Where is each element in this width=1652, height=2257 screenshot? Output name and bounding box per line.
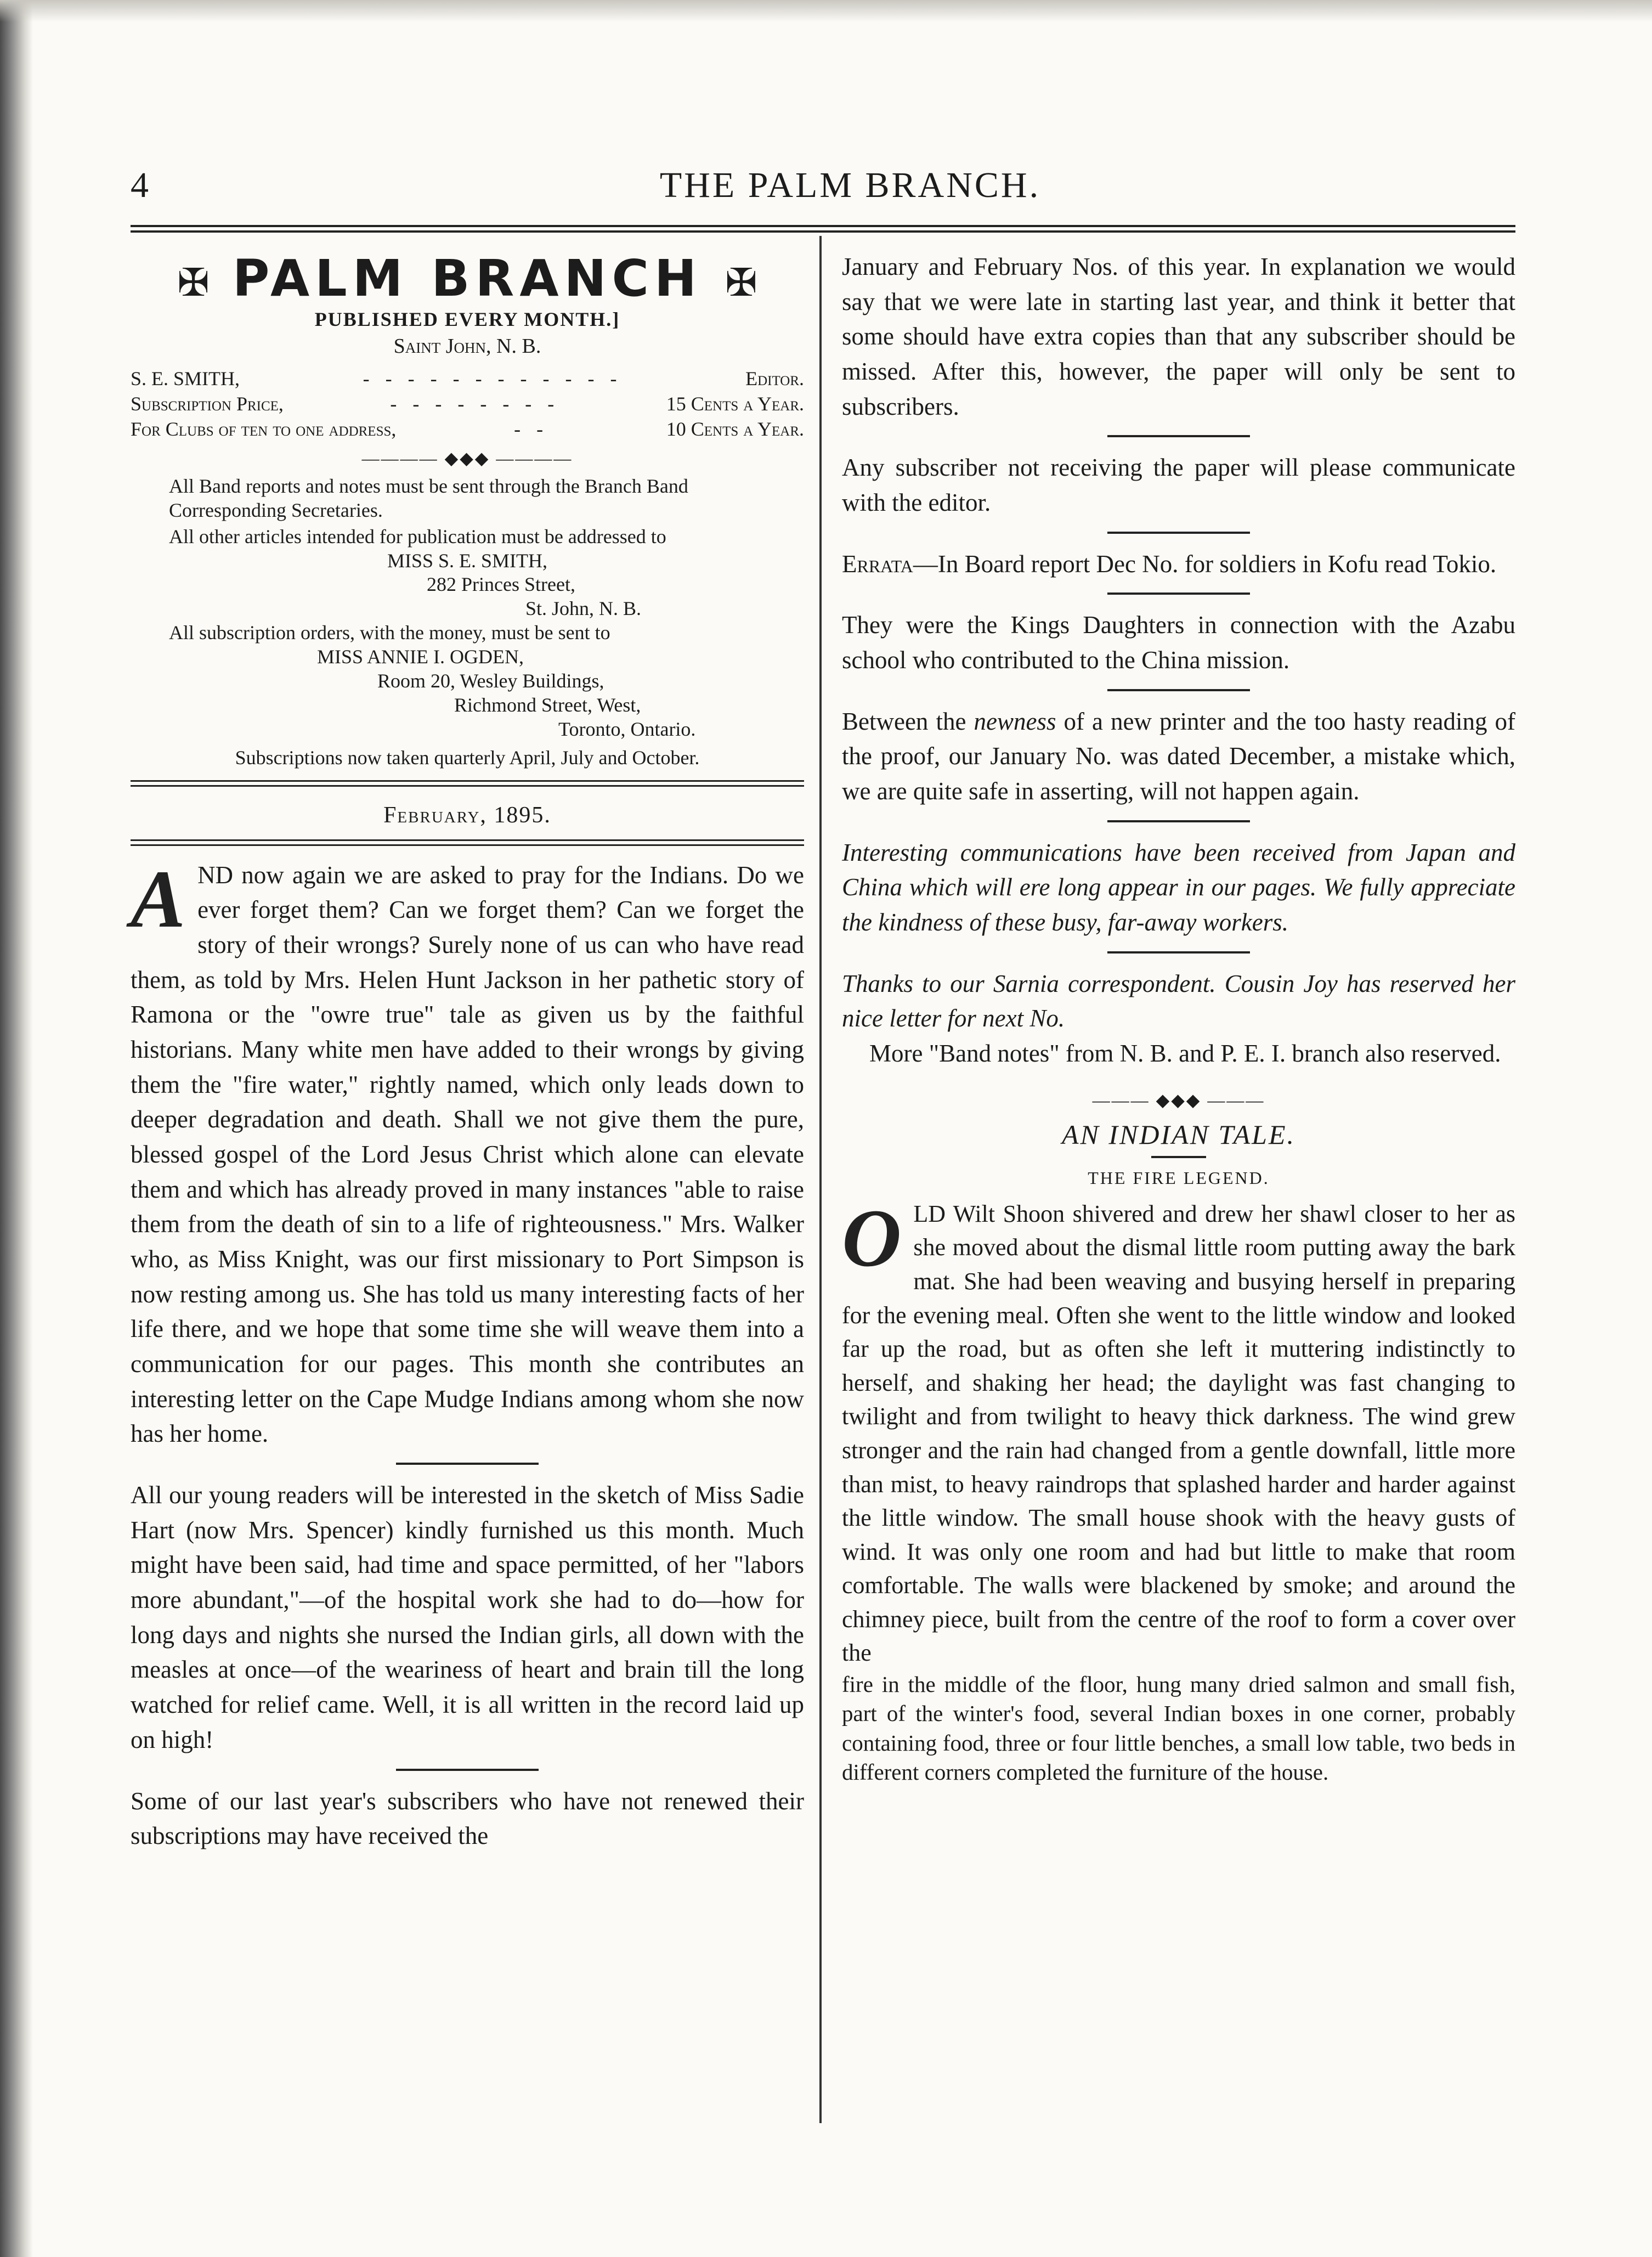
page-number: 4 bbox=[131, 165, 149, 205]
address-name: MISS ANNIE I. OGDEN, bbox=[317, 646, 524, 668]
story-text: LD Wilt Shoon shivered and drew her shawl closer to her as she moved about the dismal little room putting away the bark mat. She had been weaving and busying herself in preparing for the evening meal. Often she went to the little window and looked far up the road, but as often she left it muttering indistinctly to herself, and shaking her head; the daylight was fast changing to twilight and from twilight to heavy thick darkness. The wind grew stronger and the rain had changed from a gentle downfall, little more than mist, to heavy raindrops that splashed harder and harder against the little window. The small house shook with the heavy gusts of wind. It was only one room and had but little to make that room comfortable. The walls were blackened by smoke; and around the chimney piece, built from the centre of the roof to form a cover over the bbox=[842, 1200, 1515, 1667]
story-paragraph-continued: fire in the middle of the floor, hung many dried salmon and small fish, part of the winter's food, several Indian boxes in one corner, probably containing food, three or four little benches, a small low table, two beds in different corners completed the furniture of the house. bbox=[842, 1672, 1515, 1785]
title-rule bbox=[1151, 1156, 1206, 1158]
section-rule bbox=[131, 839, 804, 846]
sadie-hart-paragraph: All our young readers will be interested in the sketch of Miss Sadie Hart (now Mrs. Spencer) kindly furnished us this month. Much might have been said, had time and space permitted, of her "labors more abundant,"—of the hospital work she had to do—how for long days and nights she nursed the Indian girls, all down with the measles at once—of the weariness of heart and brain till the long watched for relief came. Well, it is all written in the record laid up on high! bbox=[131, 1481, 804, 1753]
article-rule bbox=[396, 1463, 539, 1465]
subscribers-paragraph: Some of our last year's subscribers who have not renewed their subscriptions may have received the bbox=[131, 1787, 804, 1850]
intro-paragraph bbox=[131, 853, 804, 1452]
issue-date: February, 1895. bbox=[383, 802, 551, 828]
clubs-label: For Clubs of ten to one address, bbox=[131, 417, 397, 440]
editor-row bbox=[131, 366, 804, 391]
subscribers-continued: January and February Nos. of this year. In explanation we would say that we were late in starting last year, and think it better that some should have extra copies than that any subscriber should be missed. After this, however, the paper will only be sent to subscribers. bbox=[842, 253, 1515, 420]
article-rule bbox=[1107, 435, 1250, 437]
note-band-reports: All Band reports and notes must be sent through the Branch Band Corresponding Secretaries. bbox=[169, 475, 688, 521]
band-notes-paragraph: More "Band notes" from N. B. and P. E. I. branch also reserved. bbox=[869, 1040, 1501, 1068]
fleuron-icon: ✠ bbox=[177, 260, 210, 305]
dot-leader: - - - - - - - - bbox=[390, 392, 560, 415]
clubs-row bbox=[131, 416, 804, 442]
note-other-articles: All other articles intended for publication must be addressed to bbox=[169, 525, 666, 548]
place-line: Saint John, N. B. bbox=[393, 334, 541, 358]
fleuron-icon: ✠ bbox=[725, 260, 757, 305]
ornamental-divider: ———— ◆◆◆ ———— bbox=[361, 448, 573, 468]
address-name: MISS S. E. SMITH, bbox=[387, 549, 548, 572]
kings-daughters-paragraph: They were the Kings Daughters in connection with the Azabu school who contributed to the China mission. bbox=[842, 611, 1515, 674]
dot-leader: - - - - - - - - - - - - bbox=[363, 367, 623, 390]
publication-notes bbox=[131, 475, 804, 770]
article-rule bbox=[1107, 532, 1250, 534]
not-receiving-paragraph: Any subscriber not receiving the paper will please communicate with the editor. bbox=[842, 454, 1515, 517]
scan-edge bbox=[0, 0, 33, 2257]
running-head: THE PALM BRANCH. bbox=[659, 165, 1041, 205]
left-column bbox=[131, 250, 804, 1854]
subscription-value: 15 Cents a Year. bbox=[666, 392, 804, 415]
article-rule bbox=[1107, 820, 1250, 822]
subscription-label: Subscription Price, bbox=[131, 392, 284, 415]
newness-word: newness bbox=[974, 707, 1056, 735]
newness-post: of a new printer and the too hasty reading of the proof, our January No. was dated December, a mistake which, we are quite safe in asserting, will not happen again. bbox=[842, 707, 1515, 805]
subscription-row bbox=[131, 391, 804, 416]
header-rule bbox=[131, 225, 1515, 233]
masthead bbox=[131, 249, 804, 308]
article-rule bbox=[1107, 593, 1250, 595]
article-rule bbox=[1107, 951, 1250, 953]
ornamental-divider: ——— ◆◆◆ ——— bbox=[1092, 1090, 1265, 1110]
story-paragraph bbox=[842, 1192, 1515, 1670]
story-title: AN INDIAN TALE. bbox=[1061, 1119, 1296, 1150]
address-city: St. John, N. B. bbox=[525, 597, 642, 620]
note-quarterly: Subscriptions now taken quarterly April, July and October. bbox=[235, 746, 700, 769]
article-rule bbox=[1107, 689, 1250, 691]
thanks-paragraph: Thanks to our Sarnia correspondent. Cousin Joy has reserved her nice letter for next No. bbox=[842, 969, 1515, 1032]
right-column bbox=[842, 250, 1515, 1787]
masthead-title: PALM BRANCH bbox=[232, 249, 703, 308]
editor-name: S. E. SMITH, bbox=[131, 367, 240, 390]
errata-text: —In Board report Dec No. for soldiers in Kofu read Tokio. bbox=[913, 550, 1497, 578]
communications-paragraph: Interesting communications have been received from Japan and China which will ere long appear in our pages. We fully appreciate the kindness of these busy, far-away workers. bbox=[842, 838, 1515, 936]
address-street: Richmond Street, West, bbox=[454, 693, 641, 716]
clubs-value: 10 Cents a Year. bbox=[666, 417, 804, 440]
intro-text: ND now again we are asked to pray for the Indians. Do we ever forget them? Can we forget them? Can we forget the story of their wrongs? Surely none of us can who have read them, as told by Mrs. Helen Hunt Jackson in her pathetic story of Ramona or the "owre true" tale as given us by the faithful historians. Many white men have added to their wrongs by giving them the "fire water," rightly named, which only leads down to deeper degradation and death. Shall we not give them the pure, blessed gospel of the Lord Jesus Christ which alone can elevate them and which has already proved in many instances "able to raise them from the death of sin to a life of righteousness." Mrs. Walker who, as Miss Knight, was our first missionary to Port Simpson is now resting among us. She has told us many interesting facts of her life there, and we hope that some time she will weave them into a communication for our pages. This month she contributes an interesting letter on the Cape Mudge Indians among whom she now has her home. bbox=[131, 861, 804, 1448]
drop-cap: O bbox=[842, 1192, 902, 1284]
newness-paragraph bbox=[842, 704, 1515, 809]
section-rule bbox=[131, 780, 804, 787]
published-line: PUBLISHED EVERY MONTH.] bbox=[314, 308, 620, 330]
errata-label: Errata bbox=[842, 550, 913, 578]
note-subscription-orders: All subscription orders, with the money, must be sent to bbox=[169, 622, 610, 644]
article-rule bbox=[396, 1769, 539, 1771]
dot-leader: - - bbox=[514, 417, 549, 440]
address-city: Toronto, Ontario. bbox=[558, 718, 696, 740]
errata-paragraph bbox=[842, 547, 1515, 582]
editor-role: Editor. bbox=[745, 367, 804, 390]
column-divider bbox=[819, 236, 822, 2123]
drop-cap: A bbox=[131, 853, 186, 945]
address-room: Room 20, Wesley Buildings, bbox=[377, 670, 604, 692]
scan-top-edge bbox=[0, 0, 1652, 22]
newness-pre: Between the bbox=[842, 707, 974, 735]
story-subtitle: THE FIRE LEGEND. bbox=[1088, 1167, 1270, 1188]
address-street: 282 Princes Street, bbox=[427, 573, 575, 596]
